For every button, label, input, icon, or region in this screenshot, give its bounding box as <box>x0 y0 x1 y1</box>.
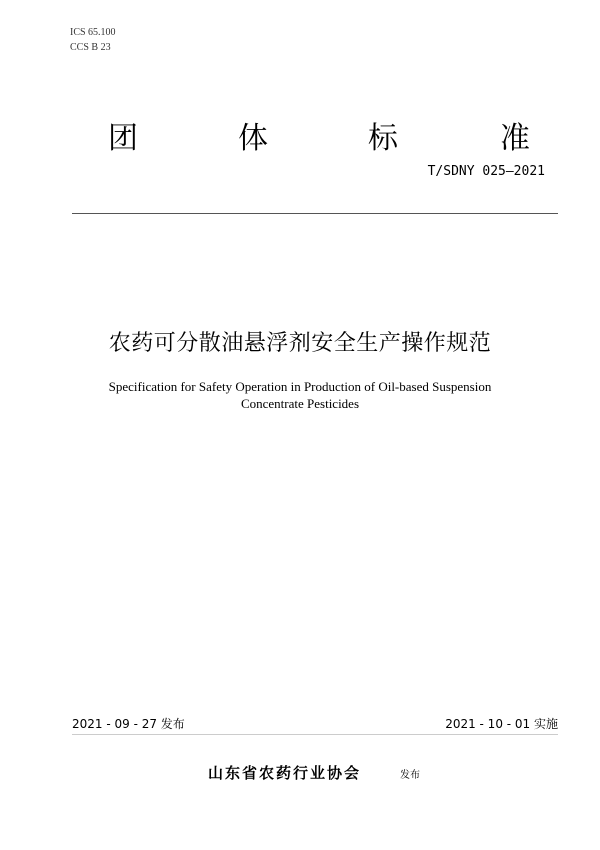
category-char-1: 团 <box>108 121 138 156</box>
publisher-suffix: 发布 <box>400 770 420 781</box>
category-char-3: 标 <box>368 121 398 156</box>
title-chinese: 农药可分散油悬浮剂安全生产操作规范 <box>108 331 492 356</box>
implement-date: 2021 - 10 - 01 实施 <box>445 717 558 731</box>
issue-date: 2021 - 09 - 27 发布 <box>72 717 185 731</box>
title-english-line-1: Specification for Safety Operation in Production of Oil-based Suspension <box>108 379 492 394</box>
ccs-code: CCS B 23 <box>70 42 111 53</box>
category-char-2: 体 <box>238 121 268 156</box>
publisher-name: 山东省农药行业协会 <box>208 764 362 782</box>
footer-divider <box>72 734 558 735</box>
header-divider <box>72 213 558 214</box>
title-english-line-2: Concentrate Pesticides <box>240 396 360 411</box>
standard-number: T/SDNY 025—2021 <box>427 164 545 179</box>
ics-code: ICS 65.100 <box>70 27 116 38</box>
category-char-4: 准 <box>500 121 530 156</box>
